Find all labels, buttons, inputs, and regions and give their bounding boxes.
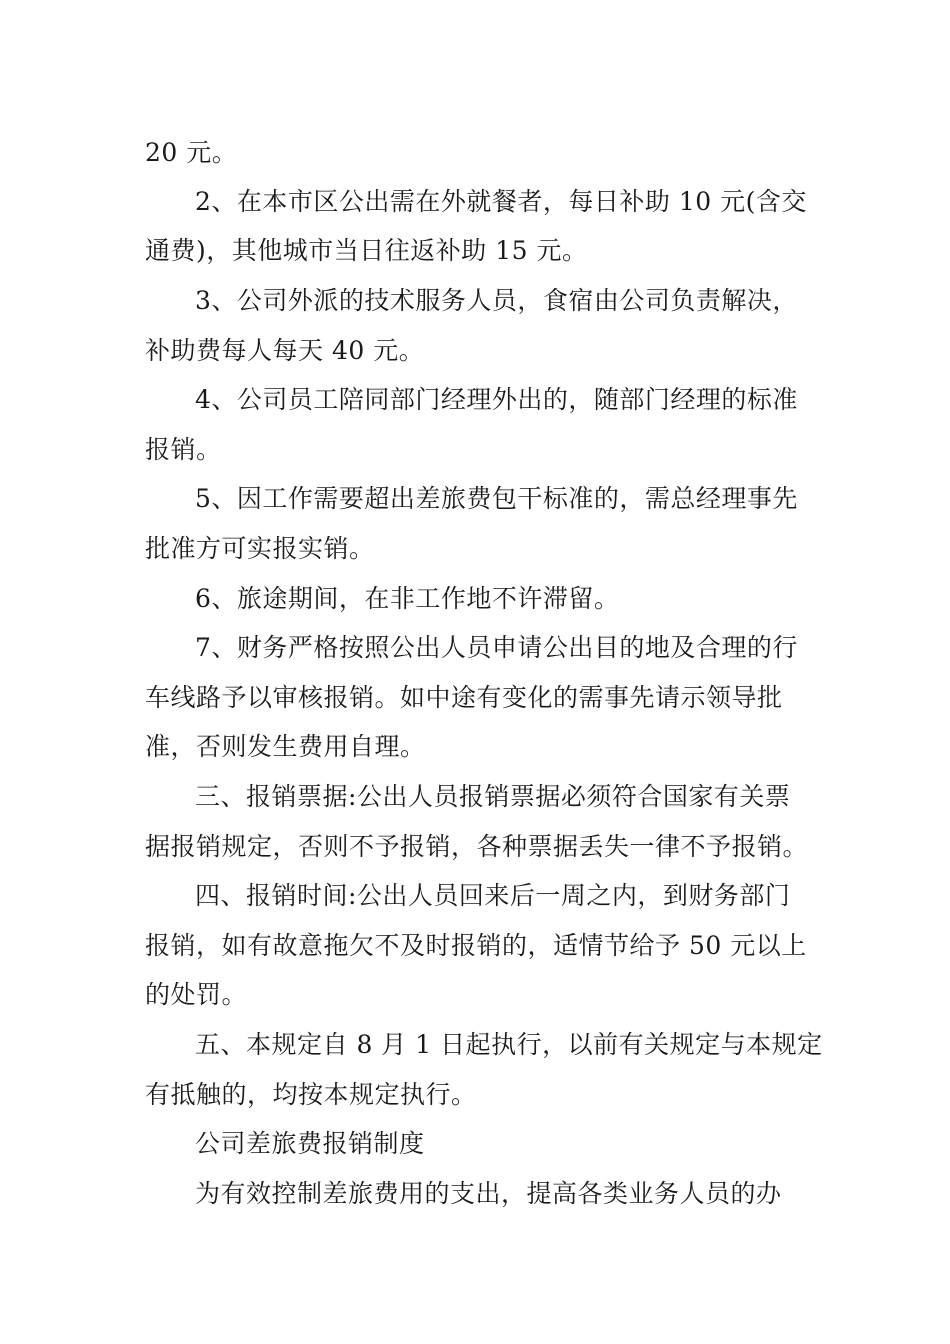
section-heading: 公司差旅费报销制度 bbox=[195, 1129, 425, 1158]
text-line: 4、公司员工陪同部门经理外出的，随部门经理的标准 bbox=[195, 385, 798, 414]
text-line: 通费)，其他城市当日往返补助 15 元。 bbox=[145, 236, 588, 265]
text-line: 批准方可实报实销。 bbox=[145, 534, 375, 563]
text-line: 三、报销票据:公出人员报销票据必须符合国家有关票 bbox=[195, 782, 791, 811]
text-line: 准，否则发生费用自理。 bbox=[145, 732, 426, 761]
text-line: 5、因工作需要超出差旅费包干标准的，需总经理事先 bbox=[195, 484, 798, 513]
text-line: 据报销规定，否则不予报销，各种票据丢失一律不予报销。 bbox=[145, 832, 809, 861]
text-line: 报销。 bbox=[145, 435, 222, 464]
text-line: 四、报销时间:公出人员回来后一周之内，到财务部门 bbox=[195, 881, 791, 910]
text-line: 3、公司外派的技术服务人员，食宿由公司负责解决， bbox=[195, 286, 798, 315]
text-line: 6、旅途期间，在非工作地不许滞留。 bbox=[195, 584, 620, 613]
text-line: 为有效控制差旅费用的支出，提高各类业务人员的办 bbox=[195, 1179, 782, 1208]
text-line: 的处罚。 bbox=[145, 980, 248, 1009]
text-line: 车线路予以审核报销。如中途有变化的需事先请示领导批 bbox=[145, 683, 783, 712]
text-line: 有抵触的，均按本规定执行。 bbox=[145, 1080, 477, 1109]
text-line: 补助费每人每天 40 元。 bbox=[145, 336, 425, 365]
text-line: 报销，如有故意拖欠不及时报销的，适情节给予 50 元以上 bbox=[145, 931, 807, 960]
text-line: 五、本规定自 8 月 1 日起执行，以前有关规定与本规定 bbox=[195, 1030, 823, 1059]
text-line: 2、在本市区公出需在外就餐者，每日补助 10 元(含交 bbox=[195, 187, 807, 216]
text-line: 20 元。 bbox=[145, 138, 238, 167]
text-line: 7、财务严格按照公出人员申请公出目的地及合理的行 bbox=[195, 633, 798, 662]
